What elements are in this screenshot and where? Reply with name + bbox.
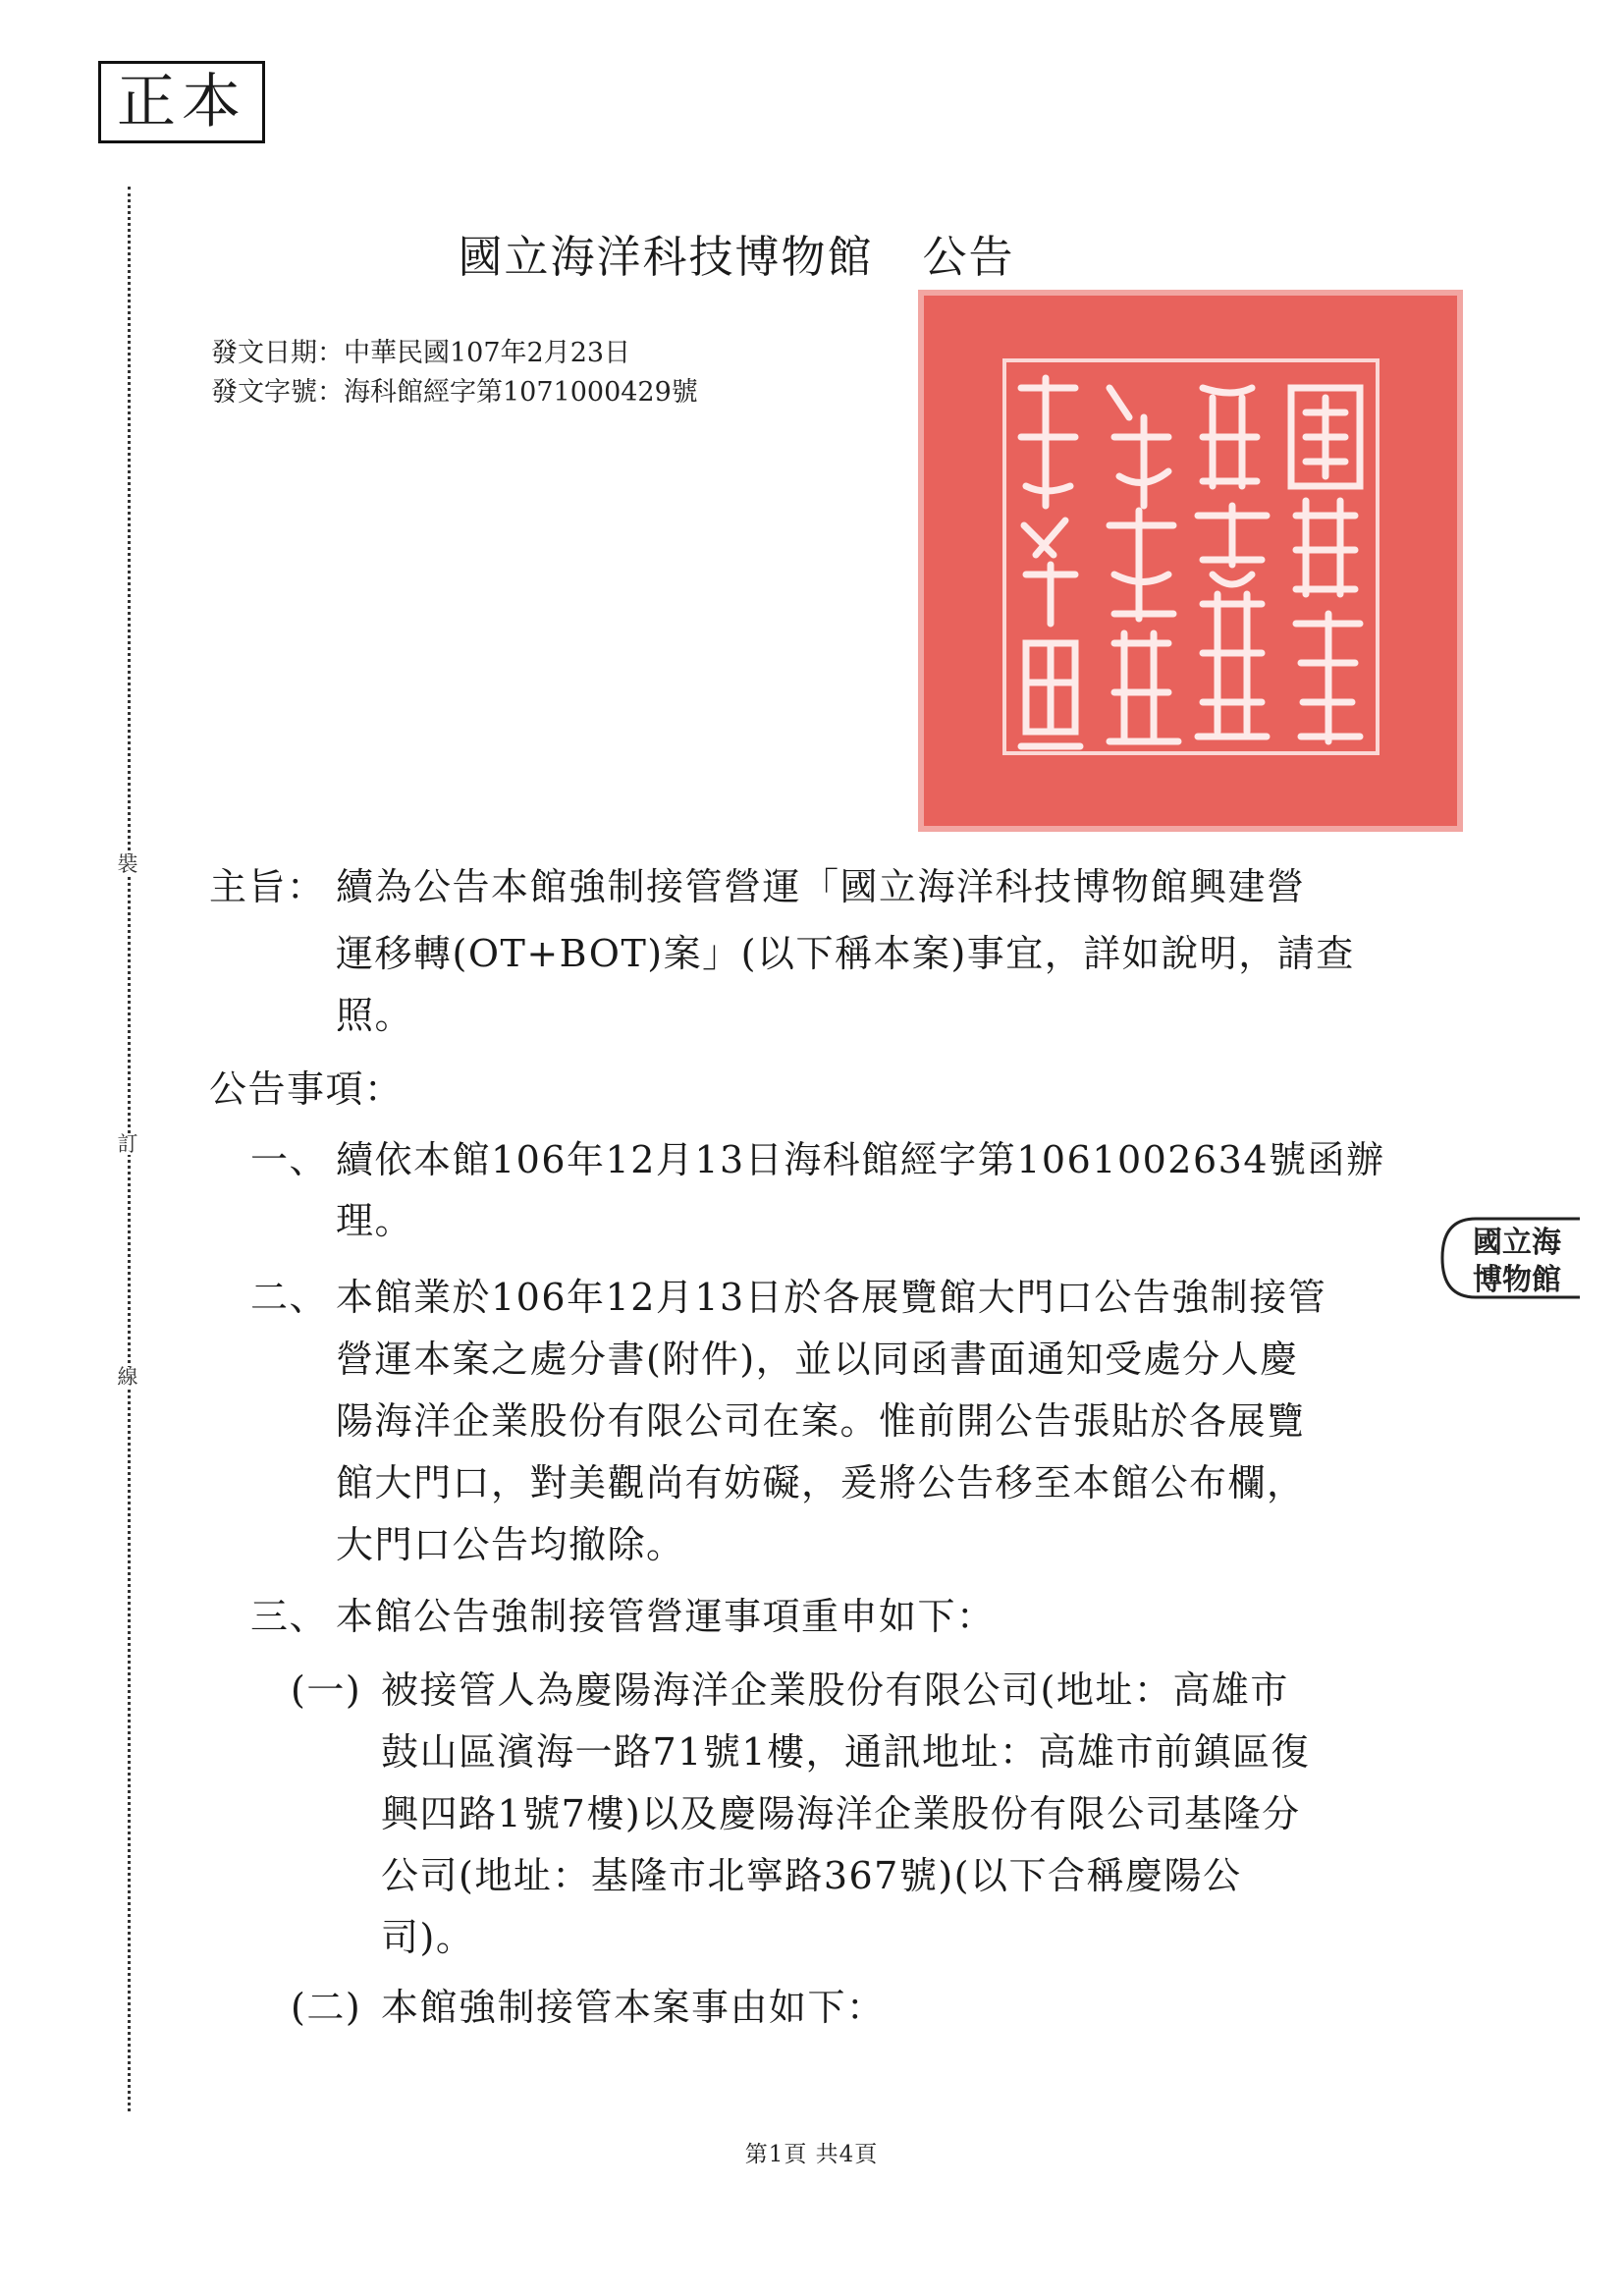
sub1-line-5: 司)。 (381, 1916, 475, 1959)
item3-line-1: 本館公告強制接管營運事項重申如下： (336, 1595, 996, 1638)
sub1-line-2: 鼓山區濱海一路71號1樓，通訊地址：高雄市前鎮區復 (381, 1730, 1311, 1774)
sub1-marker: (一) (291, 1668, 362, 1712)
svg-text:國立海: 國立海 (1473, 1226, 1561, 1260)
item2-line-2: 營運本案之處分書(附件)，並以同函書面通知受處分人慶 (336, 1338, 1299, 1381)
item2-marker: 二、 (250, 1276, 329, 1319)
item1-marker: 一、 (250, 1138, 329, 1181)
subject-line-2: 運移轉(OT+BOT)案」(以下稱本案)事宜，詳如說明，請查 (336, 932, 1355, 975)
document-title (196, 228, 1276, 287)
svg-text:博物館: 博物館 (1473, 1263, 1561, 1297)
binding-char-ding: 訂 (108, 1134, 147, 1155)
page-number: 第1頁 共4頁 (744, 2142, 879, 2167)
sub2-line-1: 本館強制接管本案事由如下： (381, 1986, 886, 2029)
sub1-line-4: 公司(地址：基隆市北寧路367號)(以下合稱慶陽公 (381, 1854, 1242, 1897)
binding-char-zhuang: 裝 (108, 854, 147, 875)
original-copy-stamp (98, 61, 265, 143)
official-seal (918, 290, 1463, 832)
stamp-label: 正本 (117, 68, 246, 137)
sub2-marker: (二) (291, 1986, 362, 2029)
subject-label: 主旨： (209, 865, 326, 908)
issue-number: 發文字號：海科館經字第1071000429號 (211, 377, 698, 408)
item1-line-2: 理。 (336, 1199, 414, 1242)
item2-line-1: 本館業於106年12月13日於各展覽館大門口公告強制接管 (336, 1276, 1327, 1319)
sub1-line-3: 興四路1號7樓)以及慶陽海洋企業股份有限公司基隆分 (381, 1792, 1301, 1835)
item3-marker: 三、 (250, 1595, 329, 1638)
item2-line-3: 陽海洋企業股份有限公司在案。惟前開公告張貼於各展覽 (336, 1399, 1306, 1443)
item1-line-1: 續依本館106年12月13日海科館經字第1061002634號函辦 (336, 1138, 1385, 1181)
edge-seal-art (1429, 1213, 1582, 1303)
official-seal-art (918, 290, 1463, 832)
binding-char-xian: 線 (108, 1367, 147, 1388)
title-type: 公告 (922, 231, 1015, 283)
notice-heading: 公告事項： (209, 1067, 404, 1111)
title-organization: 國立海洋科技博物館 (458, 231, 874, 283)
issue-date: 發文日期：中華民國107年2月23日 (211, 338, 631, 368)
item2-line-4: 館大門口，對美觀尚有妨礙，爰將公告移至本館公布欄， (336, 1461, 1306, 1504)
item2-line-5: 大門口公告均撤除。 (336, 1523, 685, 1566)
edge-seal (1429, 1213, 1582, 1303)
subject-line-1: 續為公告本館強制接管營運「國立海洋科技博物館興建營 (336, 865, 1306, 908)
sub1-line-1: 被接管人為慶陽海洋企業股份有限公司(地址：高雄市 (381, 1668, 1289, 1712)
subject-line-3: 照。 (336, 994, 414, 1037)
